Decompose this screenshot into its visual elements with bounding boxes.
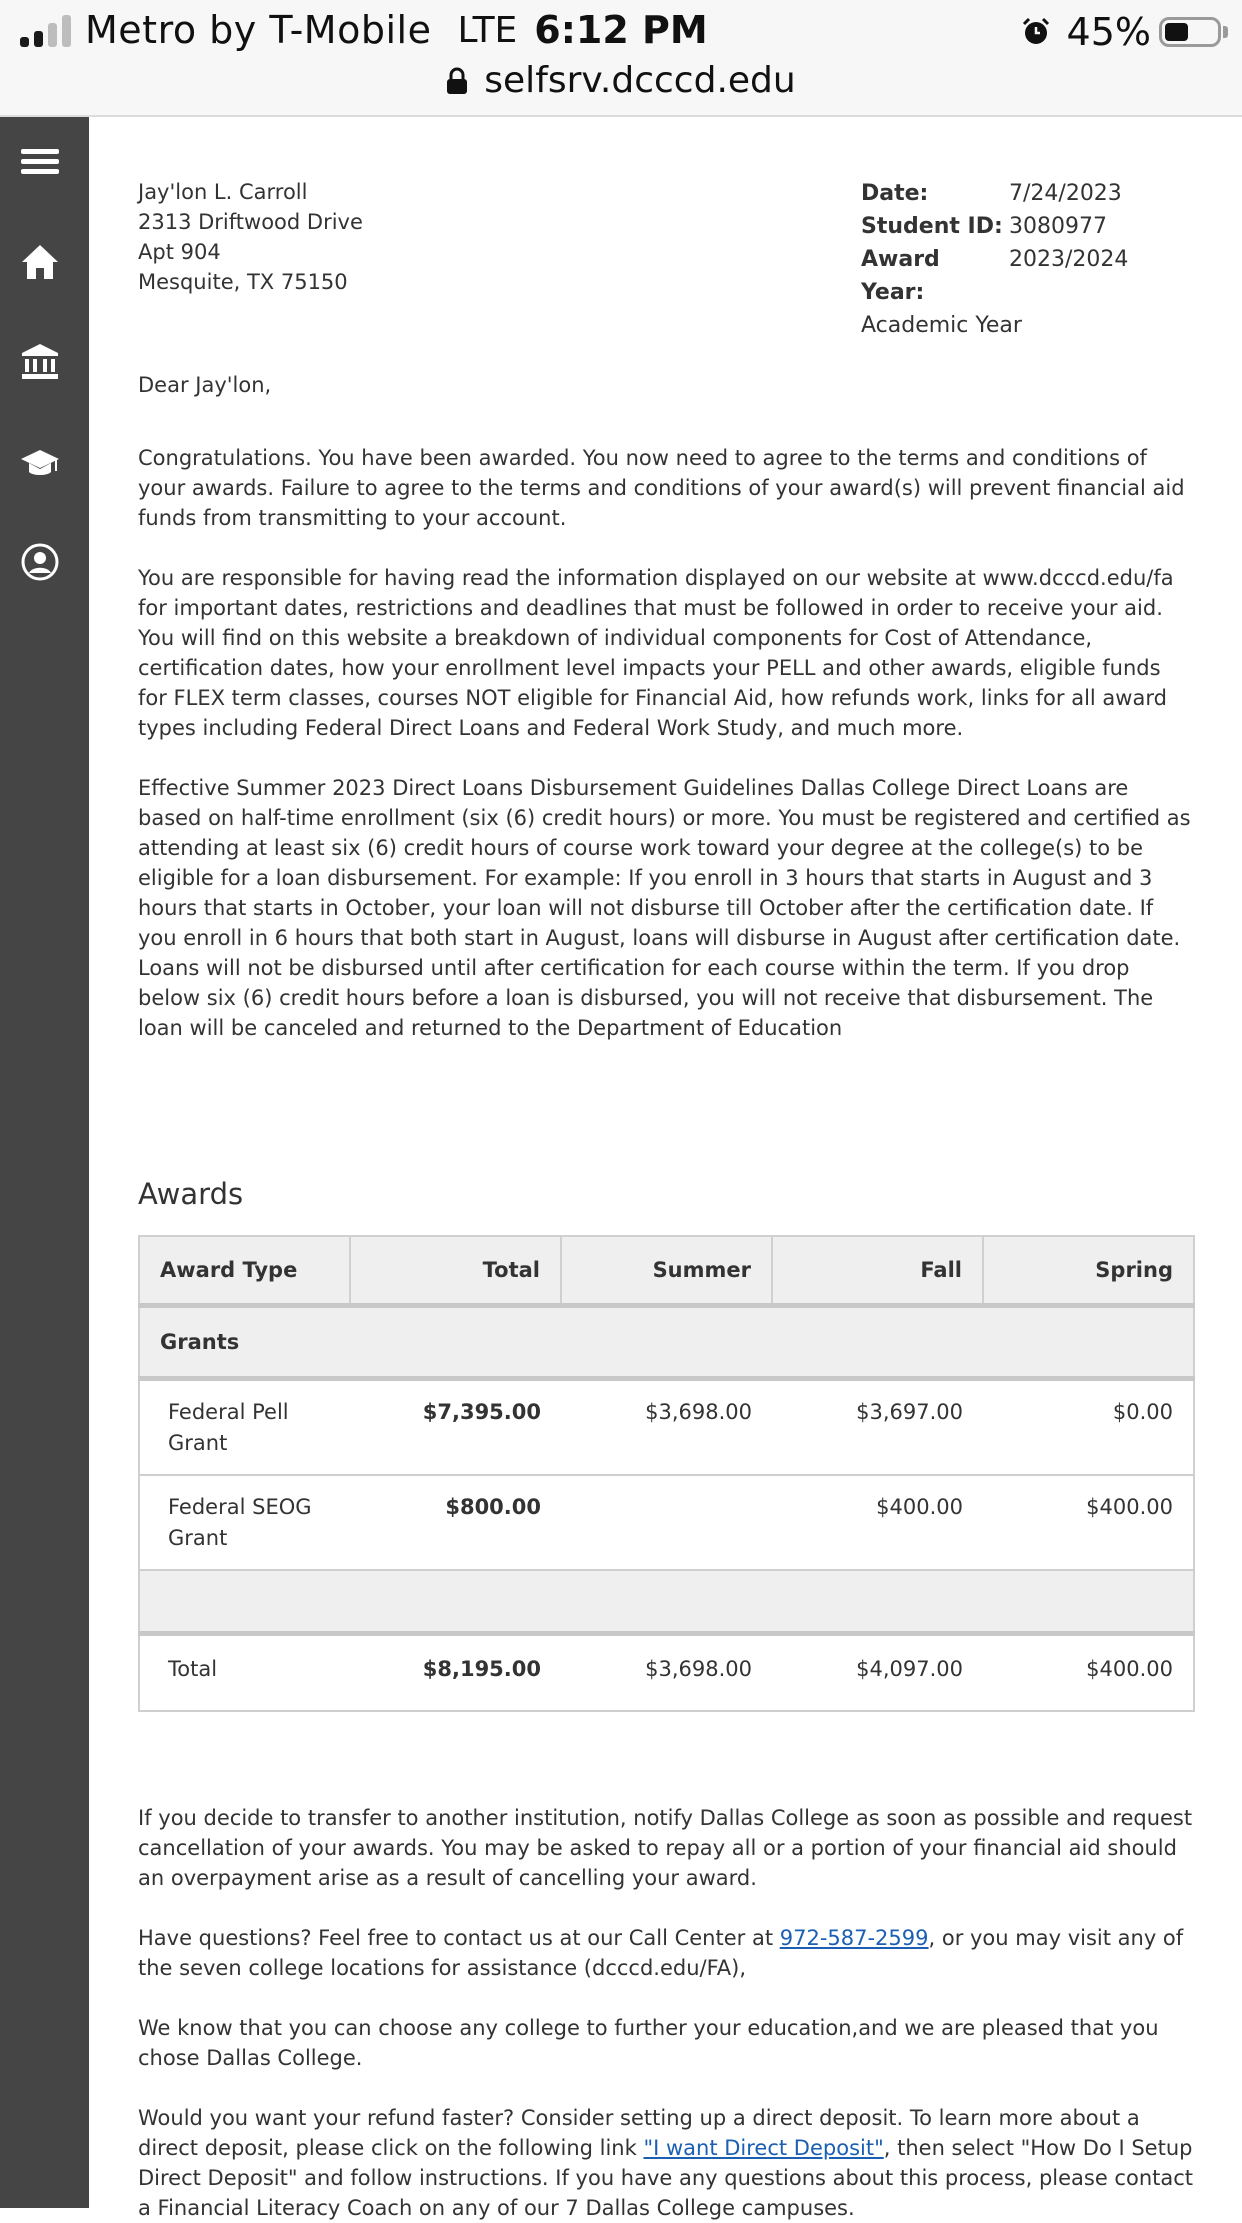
- recipient-address: [138, 177, 363, 297]
- award-total-cell: $800.00: [350, 1475, 561, 1570]
- battery-icon: [1159, 17, 1221, 47]
- total-spring-cell: $400.00: [983, 1634, 1194, 1712]
- home-icon[interactable]: [20, 242, 60, 282]
- paragraph-direct-deposit: [138, 2103, 1194, 2223]
- signal-icon: [20, 13, 71, 47]
- address-street: 2313 Driftwood Drive: [138, 210, 363, 234]
- institution-icon[interactable]: [20, 342, 60, 382]
- address-apt: Apt 904: [138, 240, 221, 264]
- award-spring-cell: $0.00: [983, 1379, 1194, 1476]
- questions-text: Have questions? Feel free to contact us at our Call Center at: [138, 1926, 780, 1950]
- award-year-label: Award Year:: [861, 247, 940, 305]
- carrier-name: Metro by T-Mobile: [85, 8, 432, 52]
- award-type-cell: Federal SEOG Grant: [139, 1475, 350, 1570]
- col-total: Total: [350, 1236, 561, 1306]
- address-bar[interactable]: [0, 60, 1242, 101]
- col-spring: Spring: [983, 1236, 1194, 1306]
- total-fall-cell: $4,097.00: [772, 1634, 983, 1712]
- address-city: Mesquite, TX 75150: [138, 270, 348, 294]
- awards-header-row: [139, 1236, 1194, 1306]
- recipient-name: Jay'lon L. Carroll: [138, 180, 308, 204]
- total-row: [139, 1634, 1194, 1712]
- status-time: 6:12 PM: [534, 8, 708, 52]
- paragraph-transfer: If you decide to transfer to another institution, notify Dallas College as soon as possible and request cancellation of your awards. You may be asked to repay all or a portion of your financial aid should an overpayment arise as a result of cancelling your award.: [138, 1806, 1193, 1890]
- questions-text-after: , or you may visit any of the seven college locations for assistance (dcccd.edu/FA),: [138, 1926, 1184, 1980]
- sidebar: [0, 117, 89, 2208]
- total-label-cell: Total: [139, 1634, 350, 1712]
- total-total-cell: $8,195.00: [350, 1634, 561, 1712]
- alarm-icon: [1021, 17, 1051, 47]
- status-bar: [0, 0, 1242, 117]
- student-id-label: Student ID:: [861, 214, 1003, 239]
- group-row: [139, 1306, 1194, 1379]
- greeting: Dear Jay'lon,: [138, 373, 272, 397]
- battery-percent: 45%: [1066, 10, 1151, 54]
- spacer-row: [139, 1570, 1194, 1634]
- student-id-value: 3080977: [1009, 214, 1107, 239]
- paragraph-questions: [138, 1923, 1194, 1983]
- graduation-cap-icon[interactable]: [20, 442, 60, 482]
- user-icon[interactable]: [20, 542, 60, 582]
- status-right: [1021, 10, 1228, 54]
- total-summer-cell: $3,698.00: [561, 1634, 772, 1712]
- awards-heading: Awards: [138, 1177, 244, 1211]
- award-type-cell: Federal Pell Grant: [139, 1379, 350, 1476]
- award-summer-cell: $3,698.00: [561, 1379, 772, 1476]
- award-fall-cell: $400.00: [772, 1475, 983, 1570]
- page-url[interactable]: selfsrv.dcccd.edu: [484, 60, 796, 101]
- col-summer: Summer: [561, 1236, 772, 1306]
- paragraph-loan-guidelines: Effective Summer 2023 Direct Loans Disbursement Guidelines Dallas College Direct Loans are based on half-time enrollment (six (6) credit hours) or more. You must be registered and certified as attending at least six (6) credit hours of course work toward your degree at the college(s) to be eligible for a loan disbursement. For example: If you enroll in 3 hours that starts in August and 3 hours that starts in October, your loan will not disburse till October after the certification date. If you enroll in 6 hours that both start in August, loans will disburse in August after certification date. Loans will not be disbursed until after certification for each course within the term. If you drop below six (6) credit hours before a loan is disbursed, you will not receive that disbursement. The loan will be canceled and returned to the Department of Education: [138, 776, 1191, 1040]
- award-year-type: Academic Year: [861, 313, 1022, 338]
- award-total-cell: $7,395.00: [350, 1379, 561, 1476]
- direct-deposit-text-after: , then select "How Do I Setup Direct Deposit" and follow instructions. If you have any questions about this process, please contact a Financial Literacy Coach on any of our 7 Dallas College campuses.: [138, 2136, 1194, 2220]
- award-summer-cell: [561, 1475, 772, 1570]
- direct-deposit-text: Would you want your refund faster? Consider setting up a direct deposit. To learn more about a direct deposit, please click on the following link: [138, 2106, 1140, 2160]
- paragraph-responsibility: You are responsible for having read the information displayed on our website at www.dcccd.edu/fa for important dates, restrictions and deadlines that must be followed in order to receive your aid. You will find on this website a breakdown of individual components for Cost of Attendance, certification dates, how your enrollment level impacts your PELL and other awards, eligible funds for FLEX term classes, courses NOT eligible for Financial Aid, how refunds work, links for all award types including Federal Direct Loans and Federal Work Study, and much more.: [138, 566, 1174, 740]
- lock-icon: [446, 67, 468, 95]
- group-label: Grants: [139, 1306, 1194, 1379]
- table-row: [139, 1379, 1194, 1476]
- paragraph-awarded: Congratulations. You have been awarded. You now need to agree to the terms and conditions of your awards. Failure to agree to the terms and conditions of your award(s) will prevent financial aid funds from transmitting to your account.: [138, 446, 1185, 530]
- col-fall: Fall: [772, 1236, 983, 1306]
- award-year-value: 2023/2024: [1009, 247, 1129, 272]
- date-value: 7/24/2023: [1009, 181, 1122, 206]
- battery-level: [1165, 23, 1188, 41]
- menu-icon[interactable]: [20, 142, 60, 182]
- network-type: LTE: [457, 9, 518, 51]
- awards-table: [138, 1235, 1195, 1712]
- date-label: Date:: [861, 181, 929, 206]
- direct-deposit-link[interactable]: "I want Direct Deposit": [643, 2136, 884, 2160]
- call-center-phone-link[interactable]: 972-587-2599: [779, 1926, 929, 1950]
- status-left: [20, 8, 517, 52]
- battery-cap: [1223, 26, 1228, 38]
- col-award-type: Award Type: [139, 1236, 350, 1306]
- award-fall-cell: $3,697.00: [772, 1379, 983, 1476]
- paragraph-choice: We know that you can choose any college to further your education,and we are pleased that you chose Dallas College.: [138, 2016, 1159, 2070]
- award-spring-cell: $400.00: [983, 1475, 1194, 1570]
- table-row: [139, 1475, 1194, 1570]
- letter-meta: [861, 177, 1194, 342]
